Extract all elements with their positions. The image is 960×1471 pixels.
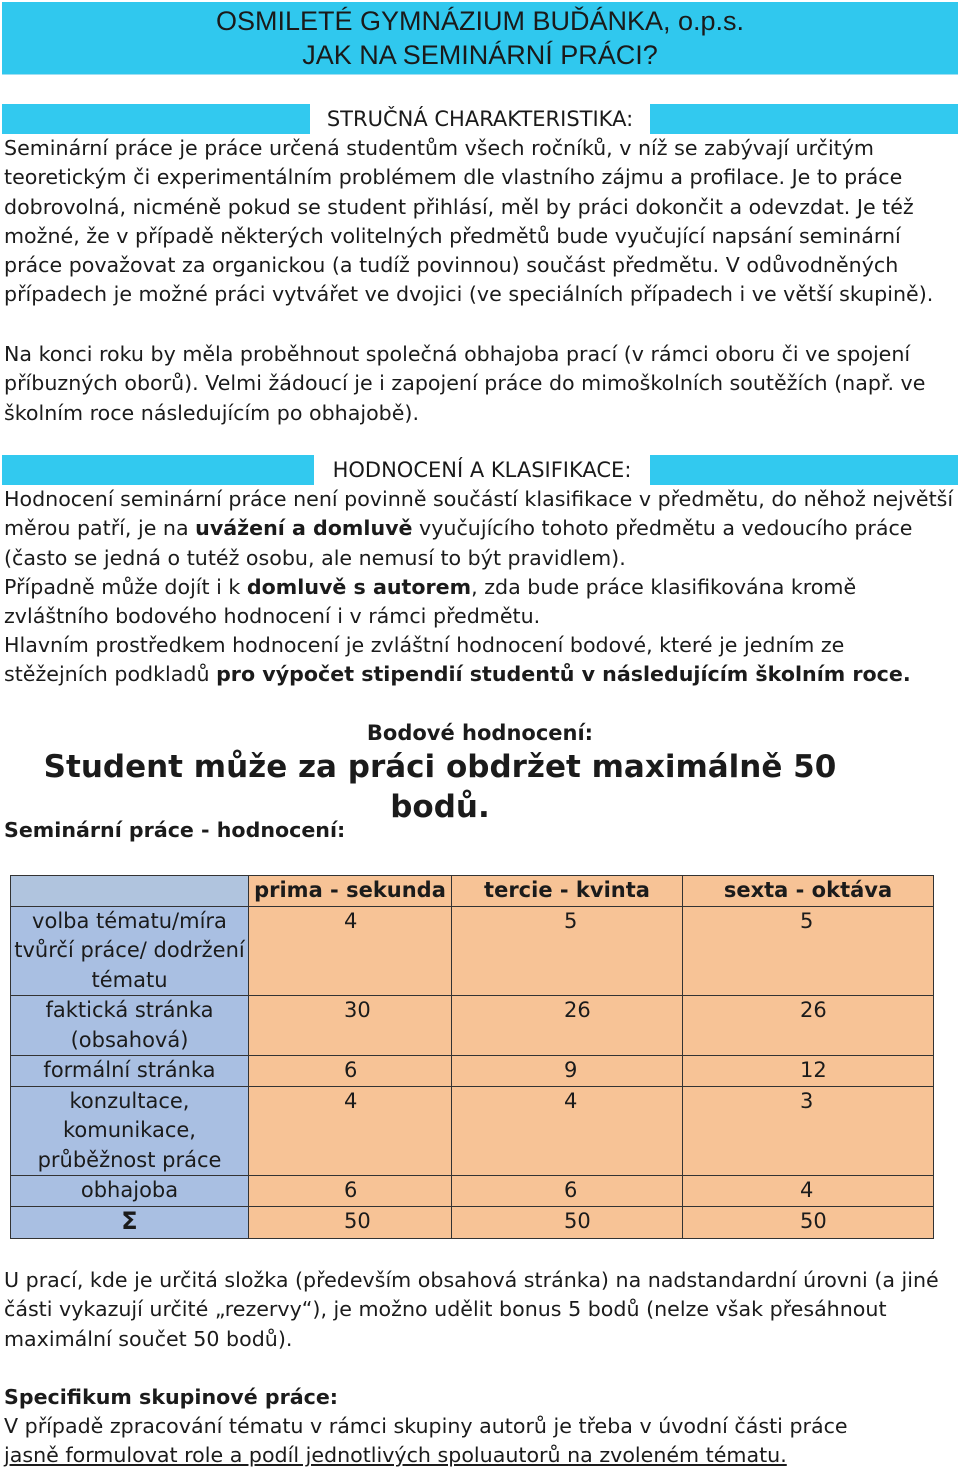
cell: 12 xyxy=(683,1056,934,1087)
group-work-title: Specifikum skupinové práce: xyxy=(4,1385,339,1409)
row-label: obhajoba xyxy=(11,1176,249,1207)
evaluation-paragraph-3: Hlavním prostředkem hodnocení je zvláštní hodnocení bodové, které je jedním ze stěžejních podkladů pro výpočet stipendií studentů v následujícím školním roce. xyxy=(4,633,911,687)
table-row xyxy=(11,1176,934,1207)
section-title: STRUČNÁ CHARAKTERISTIKA: xyxy=(310,104,650,134)
page-header xyxy=(2,2,958,75)
cell: 6 xyxy=(249,1056,452,1087)
section-bar-characteristics xyxy=(2,104,958,134)
cell: 26 xyxy=(452,996,683,1056)
column-header: prima - sekunda xyxy=(249,876,452,907)
evaluation-paragraph-1: Hodnocení seminární práce není povinně součástí klasifikace v předmětu, do něhož největší měrou patří, je na uvážení a domluvě vyučujícího tohoto předmětu a vedoucího práce (často se jedná o tutéž osobu, ale nemusí to být pravidlem). xyxy=(4,487,954,570)
points-subtitle: Bodové hodnocení: xyxy=(366,721,594,745)
table-row-sum xyxy=(11,1206,934,1238)
cell: 50 xyxy=(683,1206,934,1238)
header-blank xyxy=(11,876,249,907)
cell: 5 xyxy=(683,906,934,996)
evaluation-paragraph-2: Případně může dojít i k domluvě s autorem, zda bude práce klasifikována kromě zvláštního bodového hodnocení i v rámci předmětu. xyxy=(4,575,857,629)
column-header: tercie - kvinta xyxy=(452,876,683,907)
cell: 4 xyxy=(249,1086,452,1176)
table-row xyxy=(11,1056,934,1087)
evaluation-table xyxy=(10,875,934,1239)
table-row xyxy=(11,1086,934,1176)
sum-symbol: Σ xyxy=(11,1206,249,1238)
row-label: konzultace, komunikace, průběžnost práce xyxy=(11,1086,249,1176)
cell: 50 xyxy=(452,1206,683,1238)
section-bar-evaluation xyxy=(2,455,958,485)
column-header: sexta - oktáva xyxy=(683,876,934,907)
table-label: Seminární práce - hodnocení: xyxy=(4,818,346,842)
characteristics-paragraph: Seminární práce je práce určená studentům všech ročníků, v níž se zabývají určitým teoretickým či experimentálním problémem dle vlastního zájmu a profilace. Je to práce dobrovolná, nicméně pokud se student přihlásí, měl by práci dokončit a odevzdat. Je též možné, že v případě některých volitelných předmětů bude vyučující napsání seminární práce považovat za organickou (a tudíž povinnou) součást předmětu. V odůvodněných případech je možné práci vytvářet ve dvojici (ve speciálních případech i ve větší skupině). xyxy=(4,136,934,307)
cell: 4 xyxy=(683,1176,934,1207)
school-name: OSMILETÉ GYMNÁZIUM BUĎÁNKA, o.p.s. xyxy=(215,6,745,36)
group-work-line-1: V případě zpracování tématu v rámci skupiny autorů je třeba v úvodní části práce xyxy=(4,1414,848,1438)
cell: 26 xyxy=(683,996,934,1056)
document-title: JAK NA SEMINÁRNÍ PRÁCI? xyxy=(302,40,658,70)
table-row xyxy=(11,906,934,996)
cell: 50 xyxy=(249,1206,452,1238)
cell: 6 xyxy=(249,1176,452,1207)
group-work-line-2: jasně formulovat role a podíl jednotlivých spoluautorů na zvoleném tématu. xyxy=(4,1443,787,1467)
cell: 5 xyxy=(452,906,683,996)
bonus-paragraph: U prací, kde je určitá složka (především obsahová stránka) na nadstandardní úrovni (a jiné části vykazují určité „rezervy“), je možno udělit bonus 5 bodů (nelze však přesáhnout maximální součet 50 bodů). xyxy=(4,1268,939,1351)
cell: 6 xyxy=(452,1176,683,1207)
cell: 4 xyxy=(249,906,452,996)
row-label: volba tématu/míra tvůrčí práce/ dodržení tématu xyxy=(11,906,249,996)
cell: 4 xyxy=(452,1086,683,1176)
table-header-row xyxy=(11,876,934,907)
row-label: faktická stránka (obsahová) xyxy=(11,996,249,1056)
table-row xyxy=(11,996,934,1056)
cell: 9 xyxy=(452,1056,683,1087)
defense-paragraph: Na konci roku by měla proběhnout společná obhajoba prací (v rámci oboru či ve spojení příbuzných oborů). Velmi žádoucí je i zapojení práce do mimoškolních soutěžích (např. ve školním roce následujícím po obhajobě). xyxy=(4,342,926,425)
cell: 3 xyxy=(683,1086,934,1176)
row-label: formální stránka xyxy=(11,1056,249,1087)
points-headline: Student může za práci obdržet maximálně 50 bodů. xyxy=(43,749,837,825)
cell: 30 xyxy=(249,996,452,1056)
section-title: HODNOCENÍ A KLASIFIKACE: xyxy=(314,455,650,485)
